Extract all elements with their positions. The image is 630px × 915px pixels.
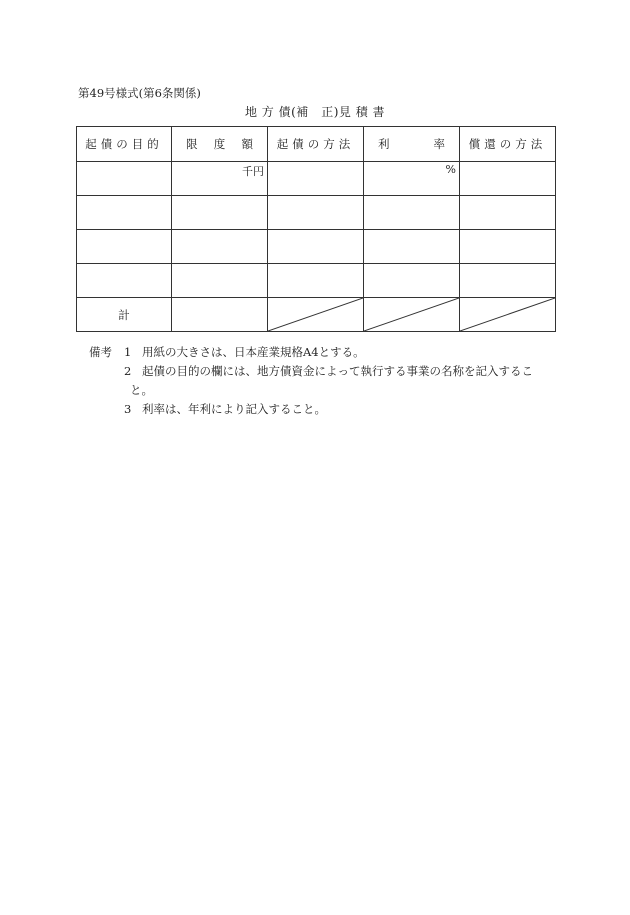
header-limit-part: 限 [186, 137, 198, 151]
unit-thousand-yen: 千円 [242, 165, 264, 178]
cell-issue-method[interactable] [268, 162, 364, 196]
form-number: 第49号様式(第6条関係) [78, 86, 201, 100]
cell-purpose[interactable] [77, 230, 172, 264]
table-row [77, 162, 556, 196]
cell-interest-rate[interactable] [364, 264, 460, 298]
document-title: 地 方 債(補 正)見 積 書 [244, 105, 386, 119]
cell-interest-rate[interactable] [364, 230, 460, 264]
total-label: 計 [77, 298, 172, 332]
header-row [77, 127, 556, 162]
total-row [77, 298, 556, 332]
cell-repayment-method[interactable] [460, 230, 556, 264]
cell-limit-amount[interactable] [172, 230, 268, 264]
note-number: 3 [124, 402, 132, 416]
header-issue-method: 起債の方法 [268, 127, 364, 162]
cell-total-rate-slashed [364, 298, 460, 332]
cell-interest-rate[interactable] [364, 196, 460, 230]
note-text-continuation: と。 [130, 383, 153, 397]
cell-purpose[interactable] [77, 196, 172, 230]
cell-interest-rate[interactable] [364, 162, 460, 196]
header-limit-amount [172, 127, 268, 162]
cell-repayment-method[interactable] [460, 264, 556, 298]
diagonal-slash [268, 298, 363, 331]
cell-issue-method[interactable] [268, 230, 364, 264]
cell-issue-method[interactable] [268, 196, 364, 230]
header-limit-part: 額 [241, 137, 253, 151]
cell-repayment-method[interactable] [460, 196, 556, 230]
header-limit-part: 度 [213, 137, 226, 151]
unit-percent: % [445, 163, 456, 176]
diagonal-slash [364, 298, 459, 331]
note-text: 起債の目的の欄には、地方債資金によって執行する事業の名称を記入するこ [142, 364, 533, 378]
note-text: 利率は、年利により記入すること。 [142, 402, 326, 416]
cell-total-repayment-slashed [460, 298, 556, 332]
header-interest-rate [364, 127, 460, 162]
header-rate-right: 率 [433, 137, 445, 151]
cell-purpose[interactable] [77, 162, 172, 196]
diagonal-slash [460, 298, 555, 331]
table-row [77, 264, 556, 298]
cell-total-issue-method-slashed [268, 298, 364, 332]
notes-heading: 備考 [89, 345, 112, 359]
cell-total-amount[interactable] [172, 298, 268, 332]
cell-issue-method[interactable] [268, 264, 364, 298]
header-purpose: 起債の目的 [77, 127, 172, 162]
note-number: 2 [124, 364, 132, 378]
note-number: 1 [124, 345, 132, 359]
cell-limit-amount[interactable] [172, 264, 268, 298]
cell-purpose[interactable] [77, 264, 172, 298]
header-rate-left: 利 [378, 137, 390, 151]
table-row [77, 230, 556, 264]
cell-limit-amount[interactable] [172, 196, 268, 230]
note-text: 用紙の大きさは、日本産業規格A4とする。 [142, 345, 365, 359]
header-repayment-method: 償還の方法 [460, 127, 556, 162]
estimate-table [76, 126, 556, 332]
table-row [77, 196, 556, 230]
cell-limit-amount[interactable] [172, 162, 268, 196]
cell-repayment-method[interactable] [460, 162, 556, 196]
